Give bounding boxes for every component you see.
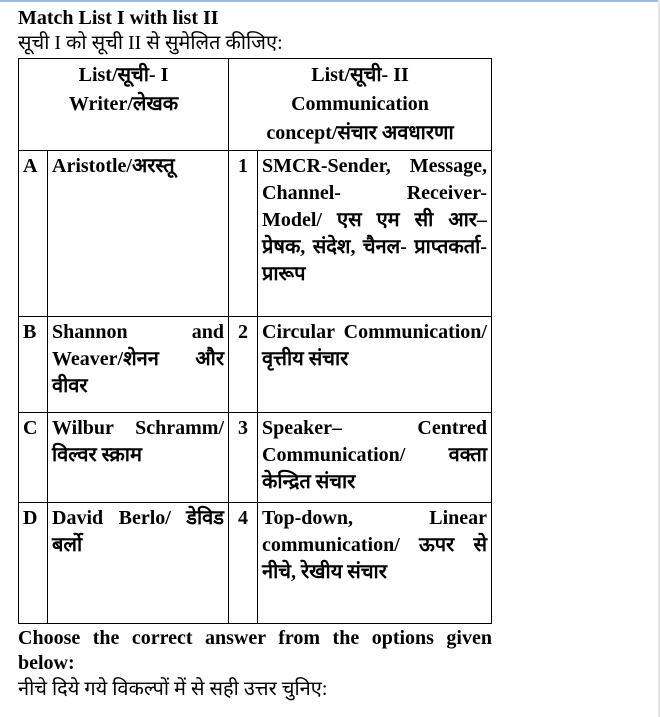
concept-cell: Speaker– Centred Communication/ वक्ता केन्द्रित संचार [258,413,492,503]
list2-header-line3: concept/संचार अवधारणा [266,122,454,144]
row-letter: D [19,503,48,624]
concept-cell: SMCR-Sender, Message, Channel- Receiver- Model/ एस एम सी आर– प्रेषक, संदेश, चैनल- प्राप्तकर्ता- प्रारूप [258,151,492,317]
row-number: 2 [229,317,258,413]
writer-cell: Aristotle/अरस्तू [48,151,229,317]
top-border [0,0,660,2]
list1-header [19,59,229,151]
instruction-english: Choose the correct answer from the options given below: [18,627,492,674]
row-number: 4 [229,503,258,624]
question-heading-english: Match List I with list II [18,7,219,29]
table-row [19,413,492,503]
question-heading-hindi: सूची I को सूची II से सुमेलित कीजिए: [18,32,283,54]
list1-header-line2: Writer/लेखक [68,93,179,115]
table-row [19,503,492,624]
row-letter: A [19,151,48,317]
writer-cell: Shannon and Weaver/शेनन और वीवर [48,317,229,413]
writer-cell: David Berlo/ डेविड बर्लो [48,503,229,624]
table-row [19,151,492,317]
row-letter: C [19,413,48,503]
row-letter: B [19,317,48,413]
concept-cell: Circular Communication/ वृत्तीय संचार [258,317,492,413]
list2-header-line2: Communication [291,93,429,115]
list2-header-line1: List/सूची- II [311,64,409,86]
instruction-hindi: नीचे दिये गये विकल्पों में से सही उत्तर चुनिए: [18,678,328,700]
list2-header [229,59,492,151]
row-number: 3 [229,413,258,503]
list1-header-line1: List/सूची- I [78,64,169,86]
concept-cell: Top-down, Linear communication/ ऊपर से नीचे, रेखीय संचार [258,503,492,624]
row-number: 1 [229,151,258,317]
writer-cell: Wilbur Schramm/ विल्वर स्क्राम [48,413,229,503]
question-block [18,6,492,702]
match-table [18,58,492,624]
table-header-row [19,59,492,151]
table-row [19,317,492,413]
